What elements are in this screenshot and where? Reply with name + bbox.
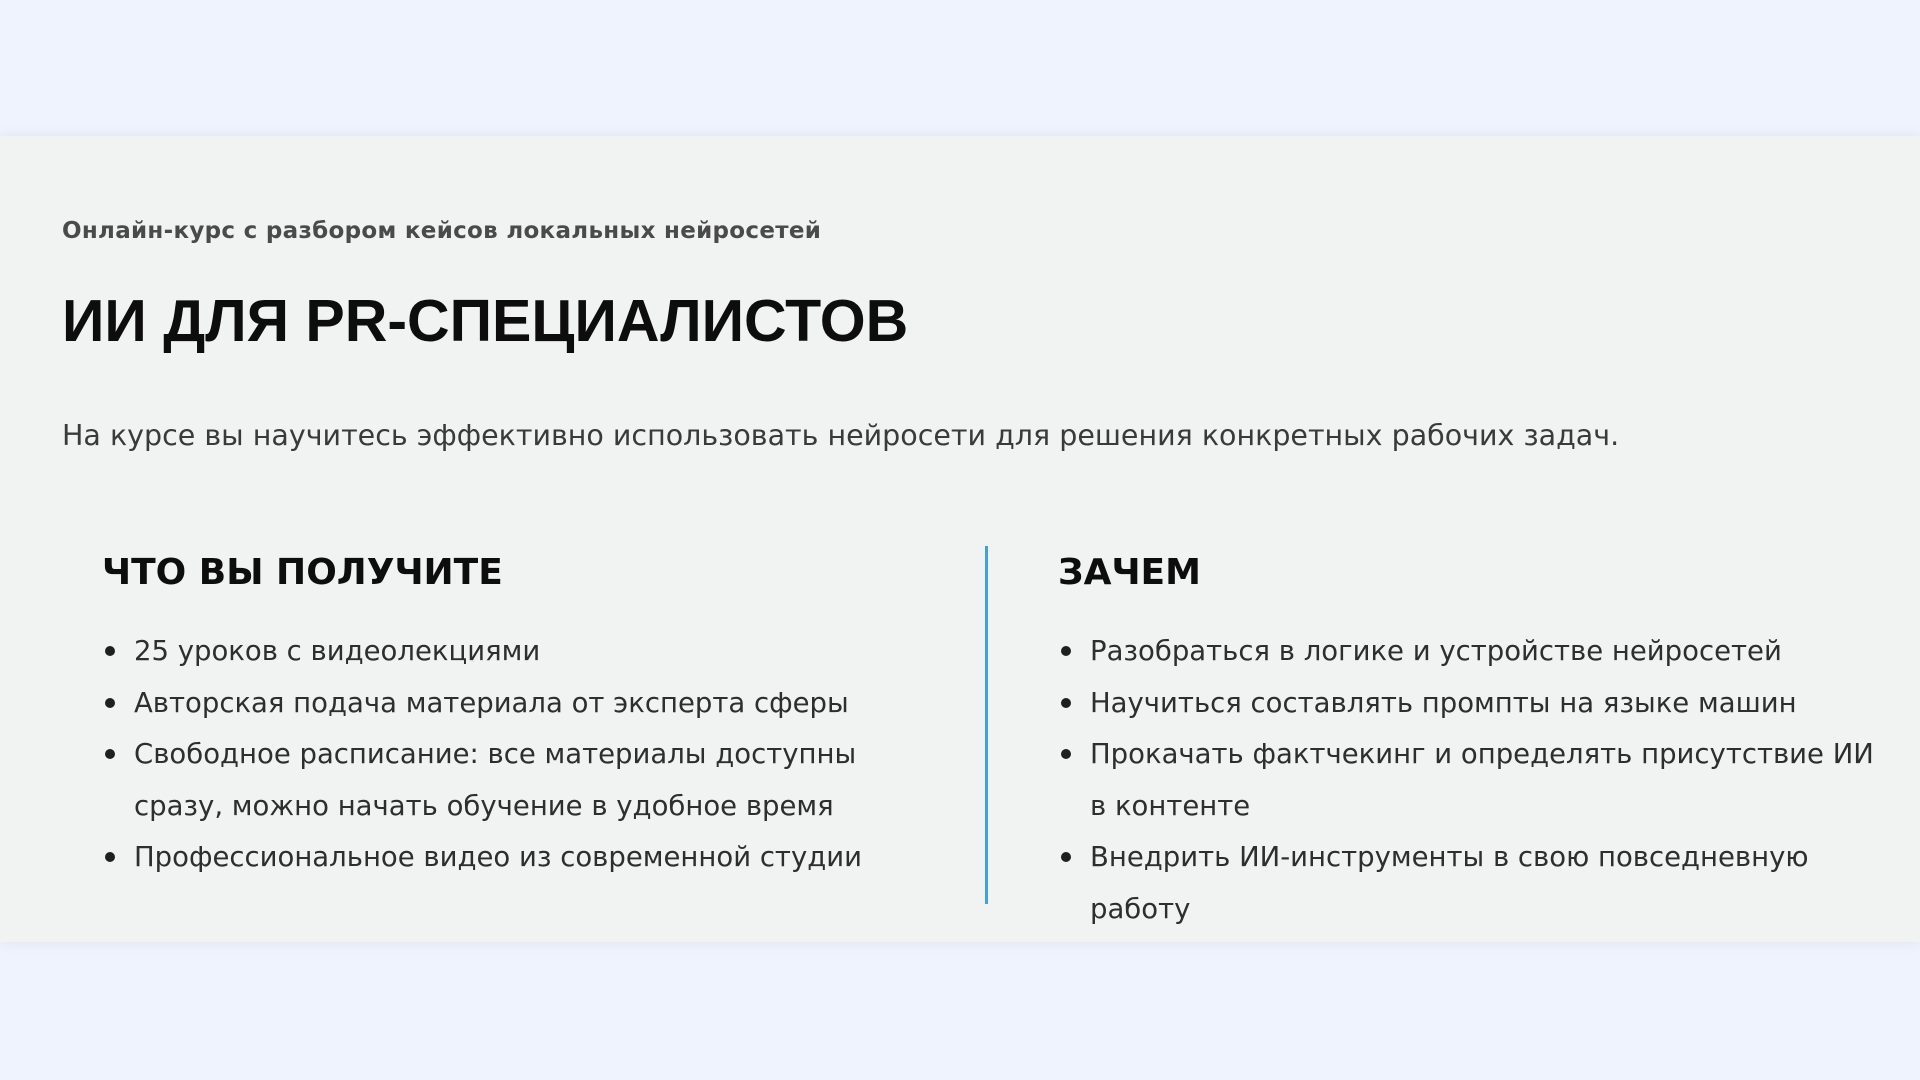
benefits-column [102,548,982,884]
bullet-icon [1061,749,1071,759]
bullet-icon [1061,698,1071,708]
benefits-heading: ЧТО ВЫ ПОЛУЧИТЕ [102,552,503,593]
bullet-icon [105,646,115,656]
list-item [102,832,982,884]
list-item-text: Прокачать фактчекинг и определять присутствие ИИ в контенте [1090,738,1874,822]
list-item-text: Внедрить ИИ-инструменты в свою повседневную работу [1090,841,1809,925]
list-item [102,678,982,730]
bullet-icon [105,749,115,759]
list-item-text: Авторская подача материала от эксперта сферы [134,686,849,719]
column-divider [985,546,988,904]
course-kicker: Онлайн-курс с разбором кейсов локальных нейросетей [62,218,822,244]
list-item [1058,729,1918,832]
list-item-text: Профессиональное видео из современной студии [134,841,862,873]
goals-heading: ЗАЧЕМ [1058,552,1201,593]
list-item-text: Научиться составлять промпты на языке машин [1090,686,1797,719]
bullet-icon [105,852,115,862]
list-item [1058,832,1918,935]
list-item-text: 25 уроков с видеолекциями [134,635,541,667]
course-description: На курсе вы научитесь эффективно использовать нейросети для решения конкретных рабочих задач. [62,419,1620,452]
page-title: ИИ ДЛЯ PR-СПЕЦИАЛИСТОВ [62,288,909,354]
goals-column [1058,548,1918,935]
list-item [102,626,982,678]
list-item-text: Разобраться в логике и устройстве нейросетей [1090,635,1782,667]
bullet-icon [1061,646,1071,656]
list-item [1058,626,1918,678]
bullet-icon [1061,852,1071,862]
list-item [1058,678,1918,730]
list-item-text: Свободное расписание: все материалы доступны сразу, можно начать обучение в удобное время [134,738,857,822]
goals-list [1058,626,1918,935]
list-item [102,729,982,832]
benefits-list [102,626,982,884]
bullet-icon [105,698,115,708]
